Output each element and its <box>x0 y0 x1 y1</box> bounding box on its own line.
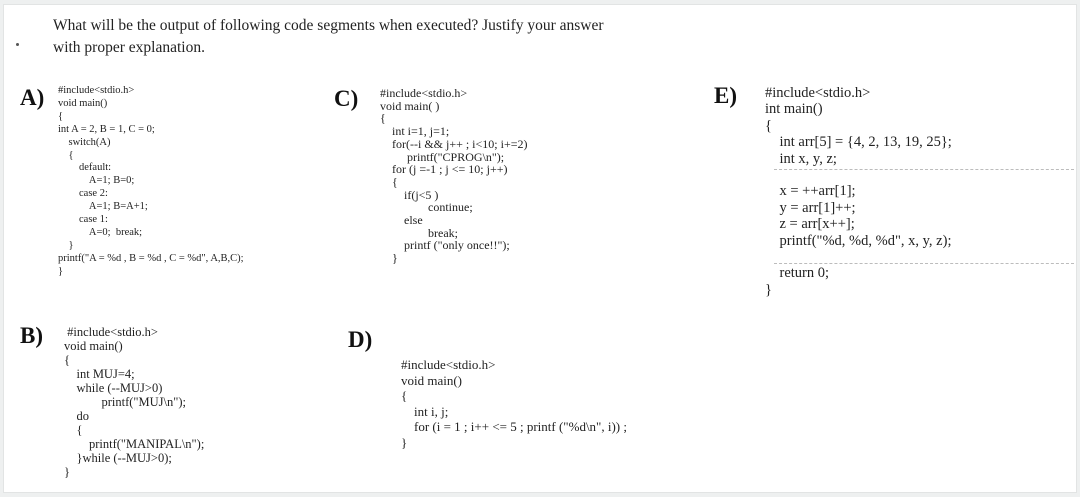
code-line: A=0; break; <box>58 226 143 238</box>
code-line: if(j<5 ) <box>380 187 439 202</box>
code-line: int i=1, j=1; <box>380 124 450 139</box>
code-line: int main() <box>765 101 823 118</box>
code-line: A=1; B=A+1; <box>58 201 148 213</box>
segment-d-label: D) <box>348 327 373 352</box>
code-line: continue; <box>380 200 473 215</box>
code-line: } <box>58 265 64 277</box>
segment-c-label: C) <box>334 86 359 111</box>
code-line: A=1; B=0; <box>58 175 135 187</box>
code-line: void main( ) <box>380 98 440 113</box>
code-line: printf("A = %d , B = %d , C = %d", A,B,C); <box>58 252 244 264</box>
code-line: { <box>380 174 398 189</box>
code-line: { <box>58 110 64 122</box>
code-line: } <box>64 465 70 479</box>
code-line: z = arr[x++]; <box>765 216 855 233</box>
code-line: printf("MUJ\n"); <box>64 395 187 409</box>
code-line: printf("CPROG\n"); <box>380 149 505 164</box>
code-line: int i, j; <box>401 403 449 419</box>
code-line: int arr[5] = {4, 2, 13, 19, 25}; <box>765 134 952 151</box>
code-line: int A = 2, B = 1, C = 0; <box>58 123 155 135</box>
code-line: int MUJ=4; <box>64 367 135 381</box>
code-line: }while (--MUJ>0); <box>64 451 172 465</box>
code-line: { <box>64 423 83 437</box>
code-line: case 1: <box>58 214 108 226</box>
code-line: return 0; <box>765 265 830 282</box>
code-line: { <box>64 353 70 367</box>
code-line: for(--i && j++ ; i<10; i+=2) <box>380 136 528 151</box>
segment-e-divider-bottom <box>774 263 1074 264</box>
code-line: } <box>58 239 74 251</box>
code-line: { <box>58 149 74 161</box>
code-line: printf("MANIPAL\n"); <box>64 437 205 451</box>
code-line: void main() <box>64 339 123 353</box>
code-segment-d <box>401 357 627 451</box>
code-line: } <box>401 434 408 450</box>
code-line: do <box>64 409 89 423</box>
code-line: } <box>765 281 772 298</box>
code-line: int x, y, z; <box>765 150 837 167</box>
segment-a-label: A) <box>20 85 45 110</box>
question-text: What will be the output of following code segments when executed? Justify your answer with proper explanation. <box>53 17 604 56</box>
code-line: #include<stdio.h> <box>58 85 135 96</box>
segment-e-label: E) <box>714 83 737 108</box>
code-line: switch(A) <box>58 136 111 148</box>
code-line: else <box>380 213 423 228</box>
margin-dot <box>16 43 19 46</box>
code-line: y = arr[1]++; <box>765 199 856 216</box>
code-line: for (i = 1 ; i++ <= 5 ; printf ("%d\n", i)) ; <box>401 419 627 435</box>
code-line: #include<stdio.h> <box>380 86 468 100</box>
code-line: #include<stdio.h> <box>765 85 871 101</box>
code-line: for (j =-1 ; j <= 10; j++) <box>380 162 508 177</box>
code-line: printf ("only once!!"); <box>380 238 510 253</box>
code-line: default: <box>58 162 112 174</box>
code-line: break; <box>380 225 458 240</box>
code-segment-a <box>58 85 244 279</box>
code-line: { <box>401 388 408 404</box>
segment-e-divider-top <box>774 169 1074 170</box>
code-line: x = ++arr[1]; <box>765 183 856 200</box>
code-line: while (--MUJ>0) <box>64 381 163 395</box>
question-page <box>3 4 1077 493</box>
segment-b-label: B) <box>20 323 43 348</box>
code-line: case 2: <box>58 188 108 200</box>
code-line: void main() <box>58 97 108 109</box>
code-line: printf("%d, %d, %d", x, y, z); <box>765 232 952 249</box>
code-segment-c <box>380 87 528 265</box>
code-line: #include<stdio.h> <box>64 325 158 339</box>
code-line: #include<stdio.h> <box>401 357 496 372</box>
code-line: { <box>380 111 386 126</box>
code-segment-e <box>765 85 952 298</box>
code-line: { <box>765 117 772 134</box>
code-segment-b <box>64 325 204 479</box>
code-line: } <box>380 251 398 266</box>
code-line: void main() <box>401 372 463 388</box>
